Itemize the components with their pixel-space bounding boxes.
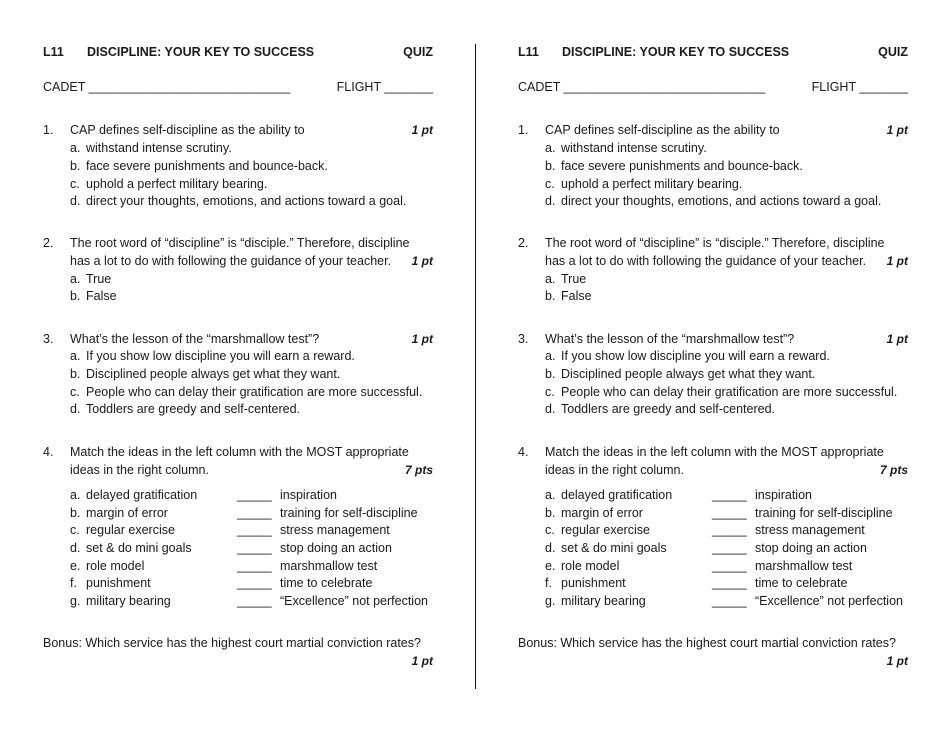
question-text: has a lot to do with following the guidance of your teacher. [545,254,867,268]
lesson-code: L11 [43,45,64,59]
cadet-info-row [43,80,433,96]
answer-option[interactable]: b. False [545,289,592,303]
question-points: 1 pt [886,332,908,346]
question-text: ideas in the right column. [545,463,684,477]
match-row: d. set & do mini goals _____ stop doing an action [545,541,867,555]
match-row: d. set & do mini goals _____ stop doing an action [70,541,392,555]
match-row: b. margin of error _____ training for self-discipline [70,506,418,520]
question-text: has a lot to do with following the guidance of your teacher. [70,254,392,268]
question-text: The root word of “discipline” is “disciple.” Therefore, discipline [70,236,410,250]
cadet-name-field[interactable]: CADET _____________________________ [43,80,291,94]
quiz-header [518,45,908,61]
question-text: Match the ideas in the left column with the MOST appropriate [545,445,884,459]
match-blank[interactable]: _____ [712,523,747,537]
answer-option[interactable]: b. False [70,289,117,303]
quiz-label: QUIZ [878,45,908,59]
question-text: The root word of “discipline” is “disciple.” Therefore, discipline [545,236,885,250]
match-row: e. role model _____ marshmallow test [70,559,378,573]
answer-option[interactable]: d. Toddlers are greedy and self-centered. [70,402,301,416]
question-points: 1 pt [411,332,433,346]
question-text: What’s the lesson of the “marshmallow test”? [70,332,320,346]
match-row: g. military bearing _____ “Excellence” not perfection [545,594,903,608]
match-blank[interactable]: _____ [237,576,272,590]
answer-option[interactable]: b. Disciplined people always get what they want. [70,367,341,381]
question-number: 1. [518,123,529,137]
question-text: CAP defines self-discipline as the ability to [70,123,305,137]
bonus-question: Bonus: Which service has the highest court martial conviction rates? [43,636,421,650]
question-text: CAP defines self-discipline as the ability to [545,123,780,137]
question-text: Match the ideas in the left column with the MOST appropriate [70,445,409,459]
quiz-header [43,45,433,61]
answer-option[interactable]: a. withstand intense scrutiny. [545,141,707,155]
match-row: e. role model _____ marshmallow test [545,559,853,573]
answer-option[interactable]: a. True [545,272,587,286]
question-number: 4. [518,445,529,459]
flight-field[interactable]: FLIGHT _______ [811,80,908,94]
question-number: 3. [518,332,529,346]
question-points: 1 pt [886,123,908,137]
cadet-name-field[interactable]: CADET _____________________________ [518,80,766,94]
match-row: c. regular exercise _____ stress management [70,523,390,537]
answer-option[interactable]: b. face severe punishments and bounce-back. [70,159,328,173]
answer-option[interactable]: b. Disciplined people always get what they want. [545,367,816,381]
match-row: g. military bearing _____ “Excellence” not perfection [70,594,428,608]
match-row: a. delayed gratification _____ inspiration [545,488,812,502]
lesson-code: L11 [518,45,539,59]
bonus-question: Bonus: Which service has the highest court martial conviction rates? [518,636,896,650]
answer-option[interactable]: c. uphold a perfect military bearing. [545,177,743,191]
question-number: 1. [43,123,54,137]
question-points: 1 pt [411,254,433,268]
match-blank[interactable]: _____ [237,506,272,520]
answer-option[interactable]: d. direct your thoughts, emotions, and actions toward a goal. [70,194,407,208]
answer-option[interactable]: d. Toddlers are greedy and self-centered. [545,402,776,416]
match-row: b. margin of error _____ training for self-discipline [545,506,893,520]
question-points: 1 pt [411,123,433,137]
question-number: 4. [43,445,54,459]
answer-option[interactable]: c. uphold a perfect military bearing. [70,177,268,191]
match-blank[interactable]: _____ [712,488,747,502]
match-blank[interactable]: _____ [237,523,272,537]
question-points: 1 pt [886,254,908,268]
match-blank[interactable]: _____ [712,541,747,555]
match-blank[interactable]: _____ [712,576,747,590]
question-number: 2. [518,236,529,250]
match-blank[interactable]: _____ [712,594,747,608]
bonus-points: 1 pt [411,654,433,668]
bonus-points: 1 pt [886,654,908,668]
question-points: 7 pts [879,463,908,477]
answer-option[interactable]: b. face severe punishments and bounce-back. [545,159,803,173]
question-points: 7 pts [404,463,433,477]
quiz-label: QUIZ [403,45,433,59]
quiz-sheet-left [43,0,433,733]
page-divider [475,44,476,689]
quiz-title: DISCIPLINE: YOUR KEY TO SUCCESS [87,45,315,59]
match-blank[interactable]: _____ [237,488,272,502]
match-row: f. punishment _____ time to celebrate [70,576,373,590]
match-row: a. delayed gratification _____ inspiration [70,488,337,502]
question-text: ideas in the right column. [70,463,209,477]
match-blank[interactable]: _____ [237,559,272,573]
answer-option[interactable]: a. If you show low discipline you will earn a reward. [545,349,830,363]
match-blank[interactable]: _____ [712,506,747,520]
answer-option[interactable]: a. If you show low discipline you will earn a reward. [70,349,355,363]
answer-option[interactable]: d. direct your thoughts, emotions, and actions toward a goal. [545,194,882,208]
answer-option[interactable]: a. withstand intense scrutiny. [70,141,232,155]
quiz-sheet-right [518,0,908,733]
match-blank[interactable]: _____ [237,594,272,608]
answer-option[interactable]: c. People who can delay their gratification are more successful. [70,385,423,399]
quiz-title: DISCIPLINE: YOUR KEY TO SUCCESS [562,45,790,59]
match-blank[interactable]: _____ [237,541,272,555]
match-row: c. regular exercise _____ stress management [545,523,865,537]
answer-option[interactable]: a. True [70,272,112,286]
cadet-info-row [518,80,908,96]
question-text: What’s the lesson of the “marshmallow test”? [545,332,795,346]
flight-field[interactable]: FLIGHT _______ [336,80,433,94]
match-row: f. punishment _____ time to celebrate [545,576,848,590]
question-number: 3. [43,332,54,346]
answer-option[interactable]: c. People who can delay their gratification are more successful. [545,385,898,399]
match-blank[interactable]: _____ [712,559,747,573]
question-number: 2. [43,236,54,250]
